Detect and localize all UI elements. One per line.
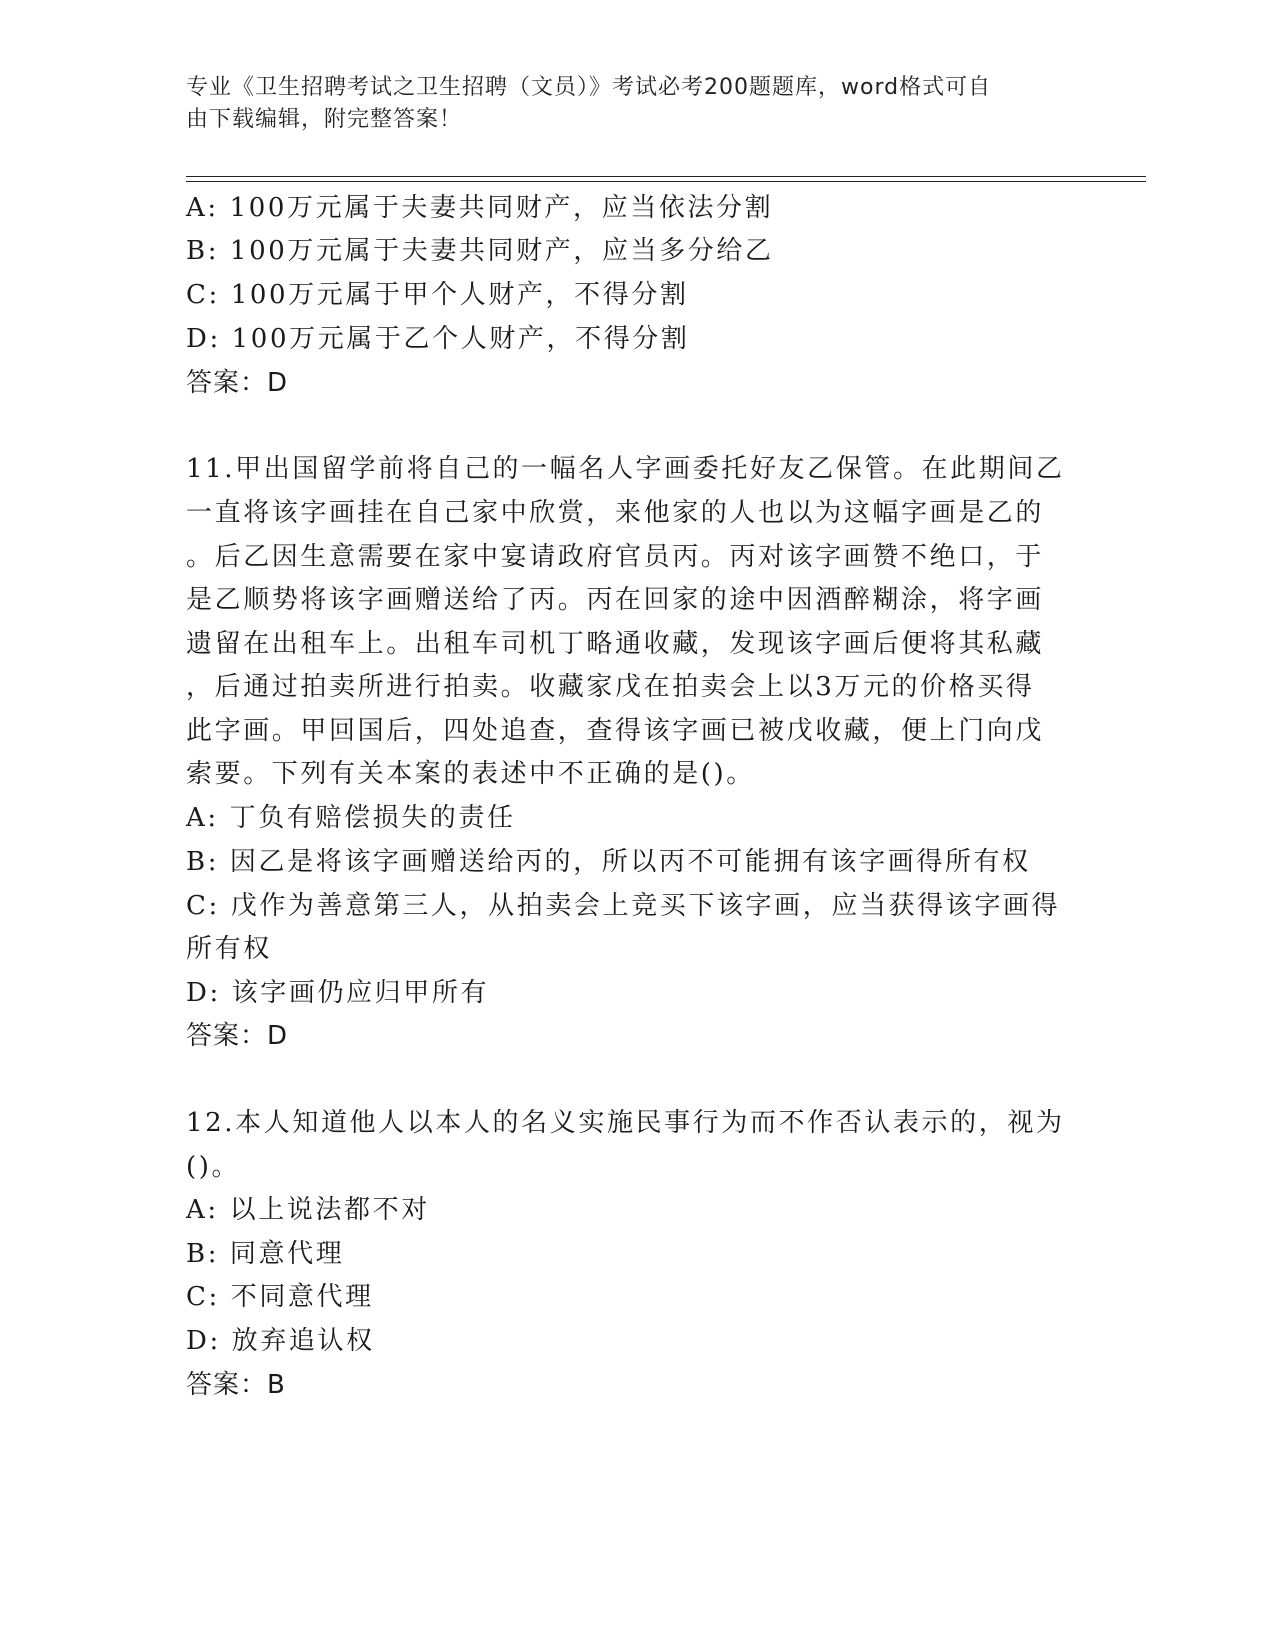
q11-option-a: A: 丁负有赔偿损失的责任 <box>186 803 516 833</box>
q12-answer: 答案：B <box>186 1370 286 1400</box>
q10-option-b: B: 100万元属于夫妻共同财产，应当多分给乙 <box>186 236 774 266</box>
q11-option-b: B: 因乙是将该字画赠送给丙的，所以丙不可能拥有该字画得所有权 <box>186 847 1031 877</box>
q11-answer: 答案：D <box>186 1021 289 1051</box>
q12-option-a: A: 以上说法都不对 <box>186 1195 430 1225</box>
q11-option-c-continued: 所有权 <box>186 934 272 964</box>
q11-stem-line: ，后通过拍卖所进行拍卖。收藏家戊在拍卖会上以3万元的价格买得 <box>186 672 1035 702</box>
q12-stem-line: ()。 <box>186 1152 241 1182</box>
q10-option-c: C: 100万元属于甲个人财产，不得分割 <box>186 280 689 310</box>
header-title-line-1: 专业《卫生招聘考试之卫生招聘（文员）》考试必考200题题库，word格式可自 <box>186 75 992 100</box>
q12-stem-line: 12.本人知道他人以本人的名义实施民事行为而不作否认表示的，视为 <box>186 1108 1065 1138</box>
q11-stem-line: 遗留在出租车上。出租车司机丁略通收藏，发现该字画后便将其私藏 <box>186 629 1045 659</box>
q11-stem-line: 11.甲出国留学前将自己的一幅名人字画委托好友乙保管。在此期间乙 <box>186 454 1065 484</box>
q11-stem-line: 此字画。甲回国后，四处追查，查得该字画已被戊收藏，便上门向戊 <box>186 716 1045 746</box>
q11-stem-line: 是乙顺势将该字画赠送给了丙。丙在回家的途中因酒醉糊涂，将字画 <box>186 585 1045 615</box>
q10-answer: 答案：D <box>186 368 289 398</box>
q12-option-b: B: 同意代理 <box>186 1239 345 1269</box>
q11-stem-line: 索要。下列有关本案的表述中不正确的是()。 <box>186 759 755 789</box>
q11-option-c: C: 戊作为善意第三人，从拍卖会上竞买下该字画，应当获得该字画得 <box>186 891 1061 921</box>
q12-option-c: C: 不同意代理 <box>186 1282 374 1312</box>
header-divider-bottom <box>186 181 1146 182</box>
header-divider-top <box>186 176 1146 177</box>
document-header <box>186 72 1066 136</box>
q11-option-d: D: 该字画仍应归甲所有 <box>186 978 490 1008</box>
q11-stem-line: 。后乙因生意需要在家中宴请政府官员丙。丙对该字画赞不绝口，于 <box>186 542 1045 572</box>
q10-option-d: D: 100万元属于乙个人财产，不得分割 <box>186 324 690 354</box>
q10-option-a: A: 100万元属于夫妻共同财产，应当依法分割 <box>186 193 774 223</box>
header-title-line-2: 由下载编辑，附完整答案！ <box>186 107 463 132</box>
q11-stem-line: 一直将该字画挂在自己家中欣赏，来他家的人也以为这幅字画是乙的 <box>186 498 1045 528</box>
q12-option-d: D: 放弃追认权 <box>186 1326 375 1356</box>
